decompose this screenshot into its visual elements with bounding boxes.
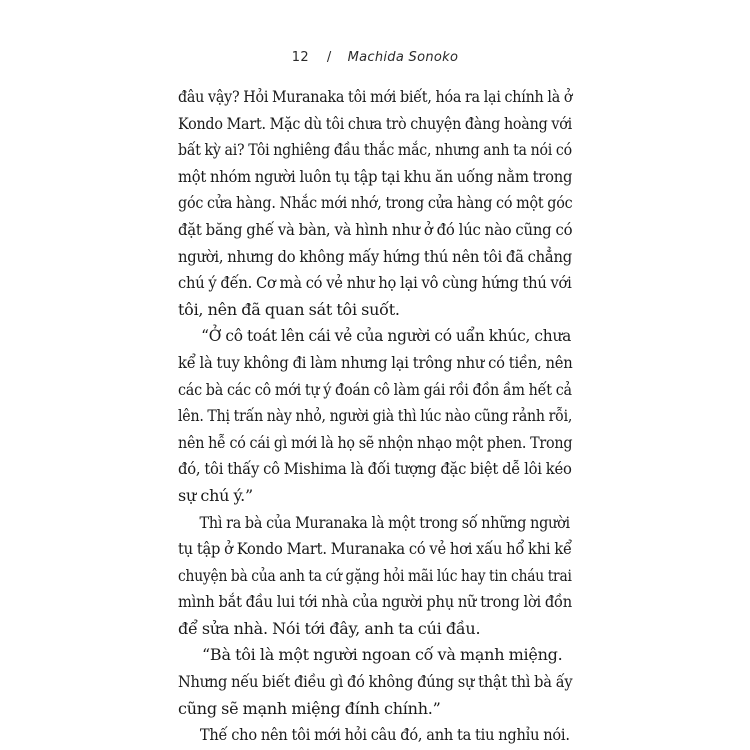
author-name: Machida Sonoko [347, 50, 459, 65]
text-line: một nhóm người luôn tụ tập tại khu ăn uống nằm trong [178, 166, 573, 186]
text-line: người, nhưng do không mấy hứng thú nên tôi đã chẳng [178, 246, 572, 266]
text-line: Kondo Mart. Mặc dù tôi chưa trò chuyện đàng hoàng với [178, 113, 572, 133]
text-line: góc cửa hàng. Nhắc mới nhớ, trong cửa hàng có một góc [178, 193, 573, 213]
text-line: lên. Thị trấn này nhỏ, người già thì lúc nào cũng rảnh rỗi, [178, 406, 573, 426]
text-line: cũng sẽ mạnh miệng đính chính.” [178, 698, 441, 718]
page-number: 12 [291, 50, 309, 65]
text-line: các bà các cô mới tự ý đoán cô làm gái rồi đồn ầm hết cả [178, 379, 572, 399]
text-line: sự chú ý.” [178, 485, 253, 505]
text-line: để sửa nhà. Nói tới đây, anh ta cúi đầu. [178, 618, 481, 638]
text-line: chú ý đến. Cơ mà có vẻ như họ lại vô cùng hứng thú với [178, 273, 572, 293]
text-line: kể là tuy không đi làm nhưng lại trông như có tiền, nên [178, 352, 573, 372]
text-line: đâu vậy? Hỏi Muranaka tôi mới biết, hóa ra lại chính là ở [178, 87, 573, 106]
text-line: nên hễ có cái gì mới là họ sẽ nhộn nhạo một phen. Trong [178, 432, 573, 452]
text-line: tụ tập ở Kondo Mart. Muranaka có vẻ hơi xấu hổ khi kể [178, 539, 572, 559]
paragraph-start-line: “Ở cô toát lên cái vẻ của người có uẩn khúc, chưa [201, 326, 572, 346]
text-line: đặt băng ghế và bàn, và hình như ở đó lúc nào cũng có [178, 219, 573, 239]
text-line: Nhưng nếu biết điều gì đó không đúng sự thật thì bà ấy [178, 672, 573, 692]
text-line: chuyện bà của anh ta cứ gặng hỏi mãi lúc hay tin cháu trai [178, 565, 572, 585]
paragraph-start-line: Thế cho nên tôi mới hỏi câu đó, anh ta tiu nghỉu nói. [199, 725, 570, 745]
text-line: mình bắt đầu lui tới nhà của người phụ nữ trong lời đồn [178, 592, 572, 612]
body-text [178, 84, 572, 749]
text-line: đó, tôi thấy cô Mishima là đối tượng đặc biệt dễ lôi kéo [178, 459, 572, 479]
text-line: tôi, nên đã quan sát tôi suốt. [178, 299, 400, 319]
paragraph-start-line: Thì ra bà của Muranaka là một trong số những người [199, 512, 570, 532]
running-header [0, 50, 750, 65]
text-line: bất kỳ ai? Tôi nghiêng đầu thắc mắc, nhưng anh ta nói có [178, 140, 572, 160]
header-separator: / [326, 50, 332, 65]
paragraph-start-line: “Bà tôi là một người ngoan cố và mạnh miệng. [202, 645, 563, 665]
